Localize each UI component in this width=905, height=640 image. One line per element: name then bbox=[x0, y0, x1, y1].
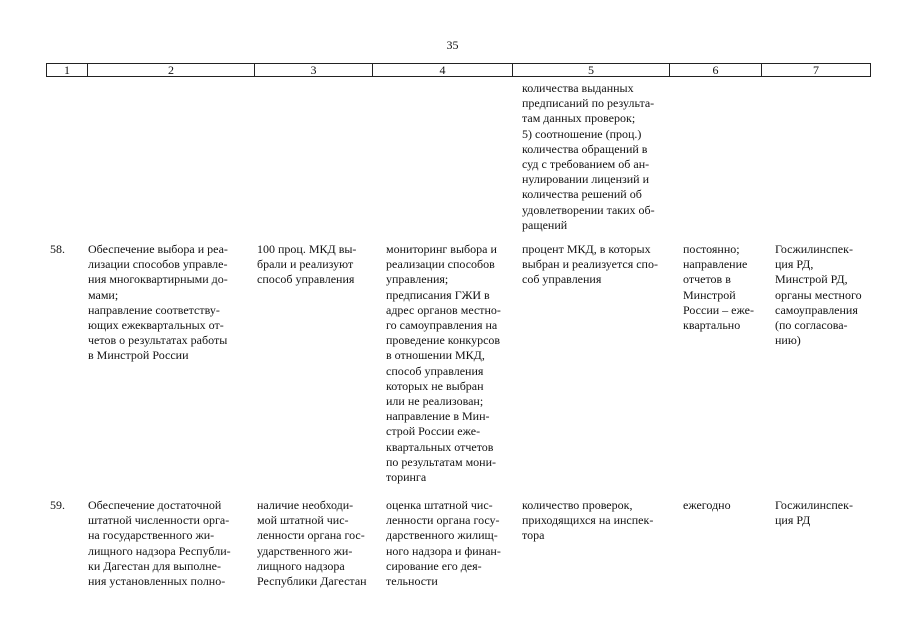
row-59-col7-text: Госжилинспек- ция РД bbox=[775, 498, 853, 528]
row-58-col5-text: процент МКД, в которых выбран и реализуется спо- соб управления bbox=[522, 242, 658, 287]
header-col-6: 6 bbox=[670, 64, 762, 77]
row-58-number: 58. bbox=[50, 242, 65, 256]
header-col-3: 3 bbox=[255, 64, 373, 77]
row-59-col5-text: количество проверок, приходящихся на инспек- тора bbox=[522, 498, 654, 543]
header-col-4: 4 bbox=[373, 64, 513, 77]
row-58-col2-text: Обеспечение выбора и реа- лизации способов управле- ния многоквартирными до- мами; направление соответству- ющих ежеквартальных от- четов о результатах работы в Минстрой России bbox=[88, 242, 228, 363]
header-col-1: 1 bbox=[47, 64, 88, 77]
row-59-col6-text: ежегодно bbox=[683, 498, 731, 512]
row-59-col4-text: оценка штатной чис- ленности органа госу- дарственного жилищ- ного надзора и финан- сирование его дея- тельности bbox=[386, 498, 501, 589]
row-58-col4-text: мониторинг выбора и реализации способов управления; предписания ГЖИ в адрес органов местно- го самоуправления на проведение конкурсов в отношении МКД, способ управления которых не выбран или не реализован; направление в Мин- строй России еже- квартальных отчетов по результатам мони- торинга bbox=[386, 242, 501, 485]
row-59-col2-text: Обеспечение достаточной штатной численности орга- на государственного жи- лищного надзора Республи- ки Дагестан для выполне- ния установленных полно- bbox=[88, 498, 231, 589]
header-col-7: 7 bbox=[762, 64, 871, 77]
column-header-row bbox=[46, 63, 871, 77]
row-59-col3-text: наличие необходи- мой штатной чис- ленности органа гос- ударственного жи- лищного надзора Республики Дагестан bbox=[257, 498, 367, 589]
row-59-number: 59. bbox=[50, 498, 65, 512]
header-col-5: 5 bbox=[513, 64, 670, 77]
header-col-2: 2 bbox=[88, 64, 255, 77]
continuation-col5-text: количества выданных предписаний по результа- там данных проверок; 5) соотношение (проц.) количества обращений в суд с требованием об ан- нулировании лицензий и количества решений об удовлетворении таких об- ращений bbox=[522, 81, 655, 232]
page-number: 35 bbox=[446, 38, 459, 52]
row-58-col3-text: 100 проц. МКД вы- брали и реализуют способ управления bbox=[257, 242, 357, 287]
row-58-col6-text: постоянно; направление отчетов в Минстрой России – еже- квартально bbox=[683, 242, 754, 333]
row-58-col7-text: Госжилинспек- ция РД, Минстрой РД, органы местного самоуправления (по согласова- нию) bbox=[775, 242, 862, 348]
